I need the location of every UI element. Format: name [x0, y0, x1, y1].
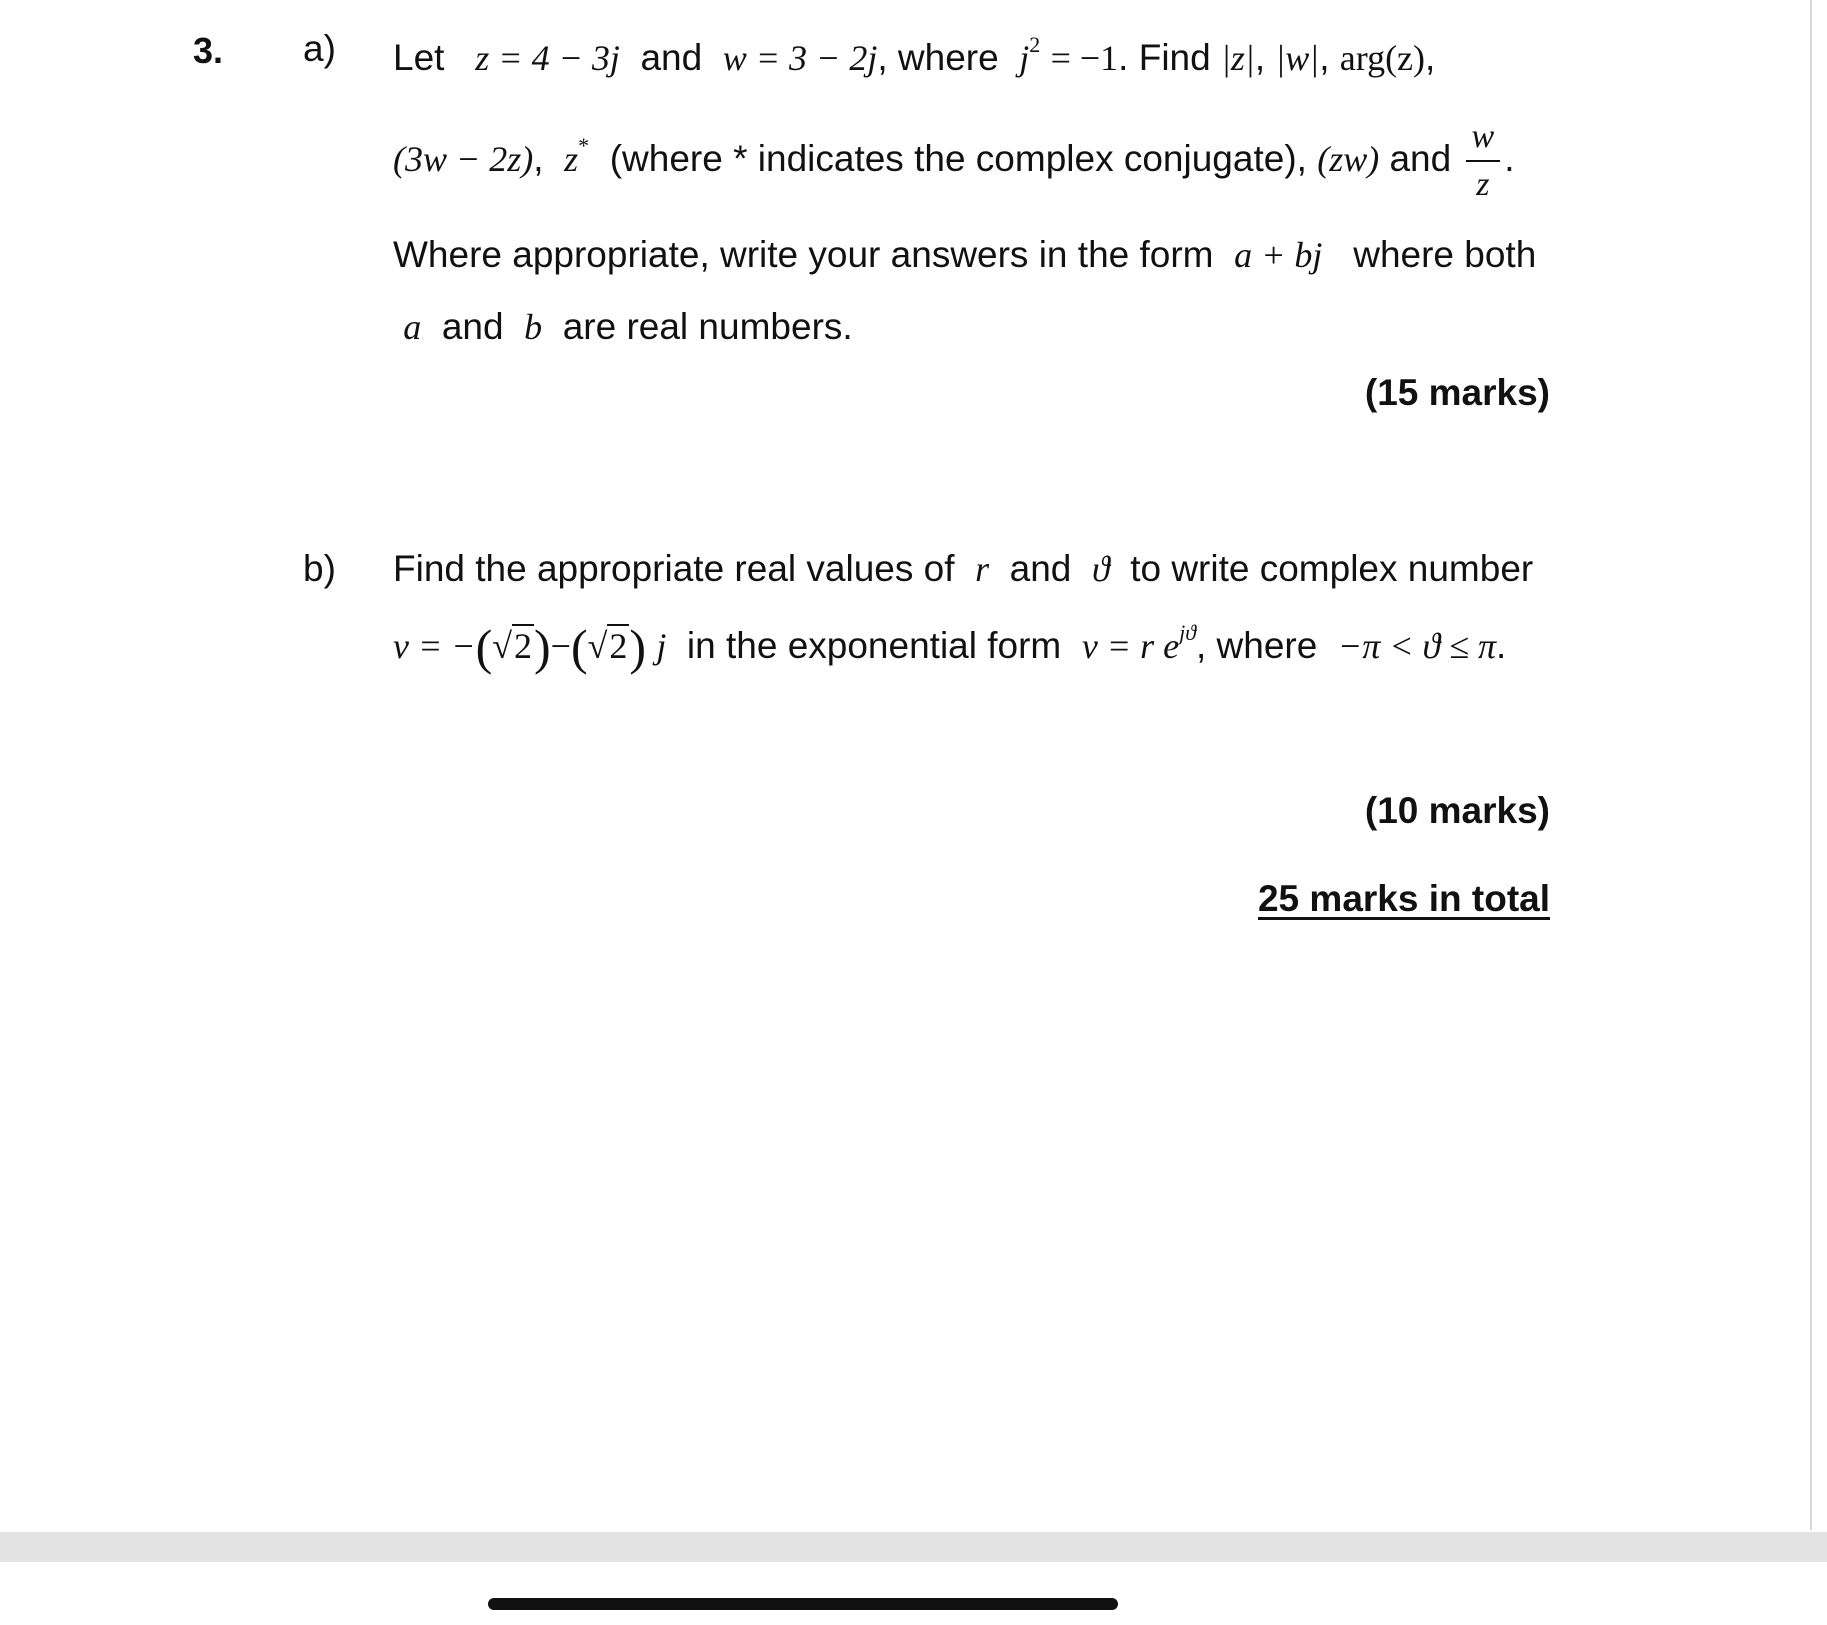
- j-base: j: [1019, 38, 1030, 78]
- modulus-w: |w|: [1275, 38, 1320, 78]
- and-word: and: [1389, 137, 1452, 179]
- j-squared-value: = −1: [1050, 38, 1119, 78]
- part-b-intro: Find the appropriate real values of: [393, 548, 955, 589]
- conjugate-note: (where * indicates the complex conjugate),: [609, 137, 1307, 179]
- theta-range: −π < ϑ ≤ π: [1337, 626, 1496, 666]
- question-number: 3.: [193, 30, 224, 71]
- part-b-label: b): [303, 548, 336, 589]
- w-definition: w = 3 − 2j: [722, 38, 878, 78]
- exponential-form: v = r e: [1081, 626, 1180, 666]
- where-word: , where: [1196, 625, 1318, 666]
- and-word: and: [1009, 548, 1072, 589]
- j-exponent: 2: [1029, 32, 1041, 57]
- total-marks: 25 marks in total: [1257, 878, 1550, 919]
- part-a-marks: (15 marks): [1364, 372, 1550, 413]
- and-word: and: [640, 37, 703, 78]
- exponential-form-text: in the exponential form: [686, 625, 1062, 666]
- v-lhs: v = −: [393, 626, 476, 666]
- real-numbers-text: are real numbers.: [562, 306, 853, 347]
- sqrt-2-second: √2: [587, 626, 628, 666]
- part-a-line-4: [393, 306, 1573, 348]
- sqrt-2-first: √2: [492, 626, 532, 666]
- expression-3w-minus-2z: (3w − 2z): [393, 138, 534, 179]
- z-conjugate-base: z: [564, 138, 579, 179]
- z-definition: z = 4 − 3j: [475, 38, 620, 78]
- product-zw: (zw): [1317, 138, 1380, 179]
- part-a-line-2: (3w − 2z), z* (where * indicates the complex conjugate), (zw) and $\frac{w}{z}$ .: [393, 118, 1515, 203]
- conjugate-star: *: [578, 132, 590, 158]
- answer-form: a + bj: [1234, 235, 1323, 275]
- part-b-marks: (10 marks): [1364, 790, 1550, 831]
- bottom-area: [0, 1562, 1827, 1625]
- argument-z: arg(z): [1339, 38, 1426, 78]
- a-variable: a: [403, 307, 422, 347]
- fraction-w-over-z: [1466, 120, 1501, 202]
- where-both-text: where both: [1353, 234, 1537, 275]
- where-word: , where: [877, 37, 999, 78]
- r-variable: r: [975, 549, 990, 589]
- fraction-denominator: z: [1476, 166, 1490, 203]
- part-b-line-1: [393, 548, 1573, 590]
- theta-variable: ϑ: [1091, 549, 1110, 589]
- let-word: Let: [393, 37, 445, 78]
- part-b-line-2: v = −(√2)−(√2) j in the exponential form v = r $e^{jϑ}$, where −π < ϑ ≤ π.: [393, 619, 1507, 675]
- find-word: . Find: [1118, 37, 1211, 78]
- page-bottom-band: [0, 1532, 1827, 1562]
- part-a-line-3: [393, 234, 1573, 276]
- and-word: and: [441, 306, 504, 347]
- part-a-line-1: Let z = 4 − 3j and w = 3 − 2j, where $j^2 = -1$. Find |z|, |w|, arg(z),: [393, 32, 1436, 78]
- close-paren: ): [629, 619, 647, 675]
- part-b-text-2: to write complex number: [1130, 548, 1534, 589]
- open-paren: (: [570, 619, 588, 675]
- minus-sign: −: [550, 626, 571, 666]
- home-indicator-bar[interactable]: [488, 1598, 1118, 1610]
- open-paren: (: [475, 619, 493, 675]
- fraction-numerator: w: [1466, 120, 1501, 162]
- j-variable: j: [656, 626, 667, 666]
- instruction-text: Where appropriate, write your answers in the form: [393, 234, 1214, 275]
- exponent-j-theta: jϑ: [1179, 620, 1196, 645]
- b-variable: b: [524, 307, 543, 347]
- close-paren: ): [534, 619, 551, 675]
- modulus-z: |z|: [1221, 38, 1255, 78]
- part-a-label: a): [303, 28, 336, 69]
